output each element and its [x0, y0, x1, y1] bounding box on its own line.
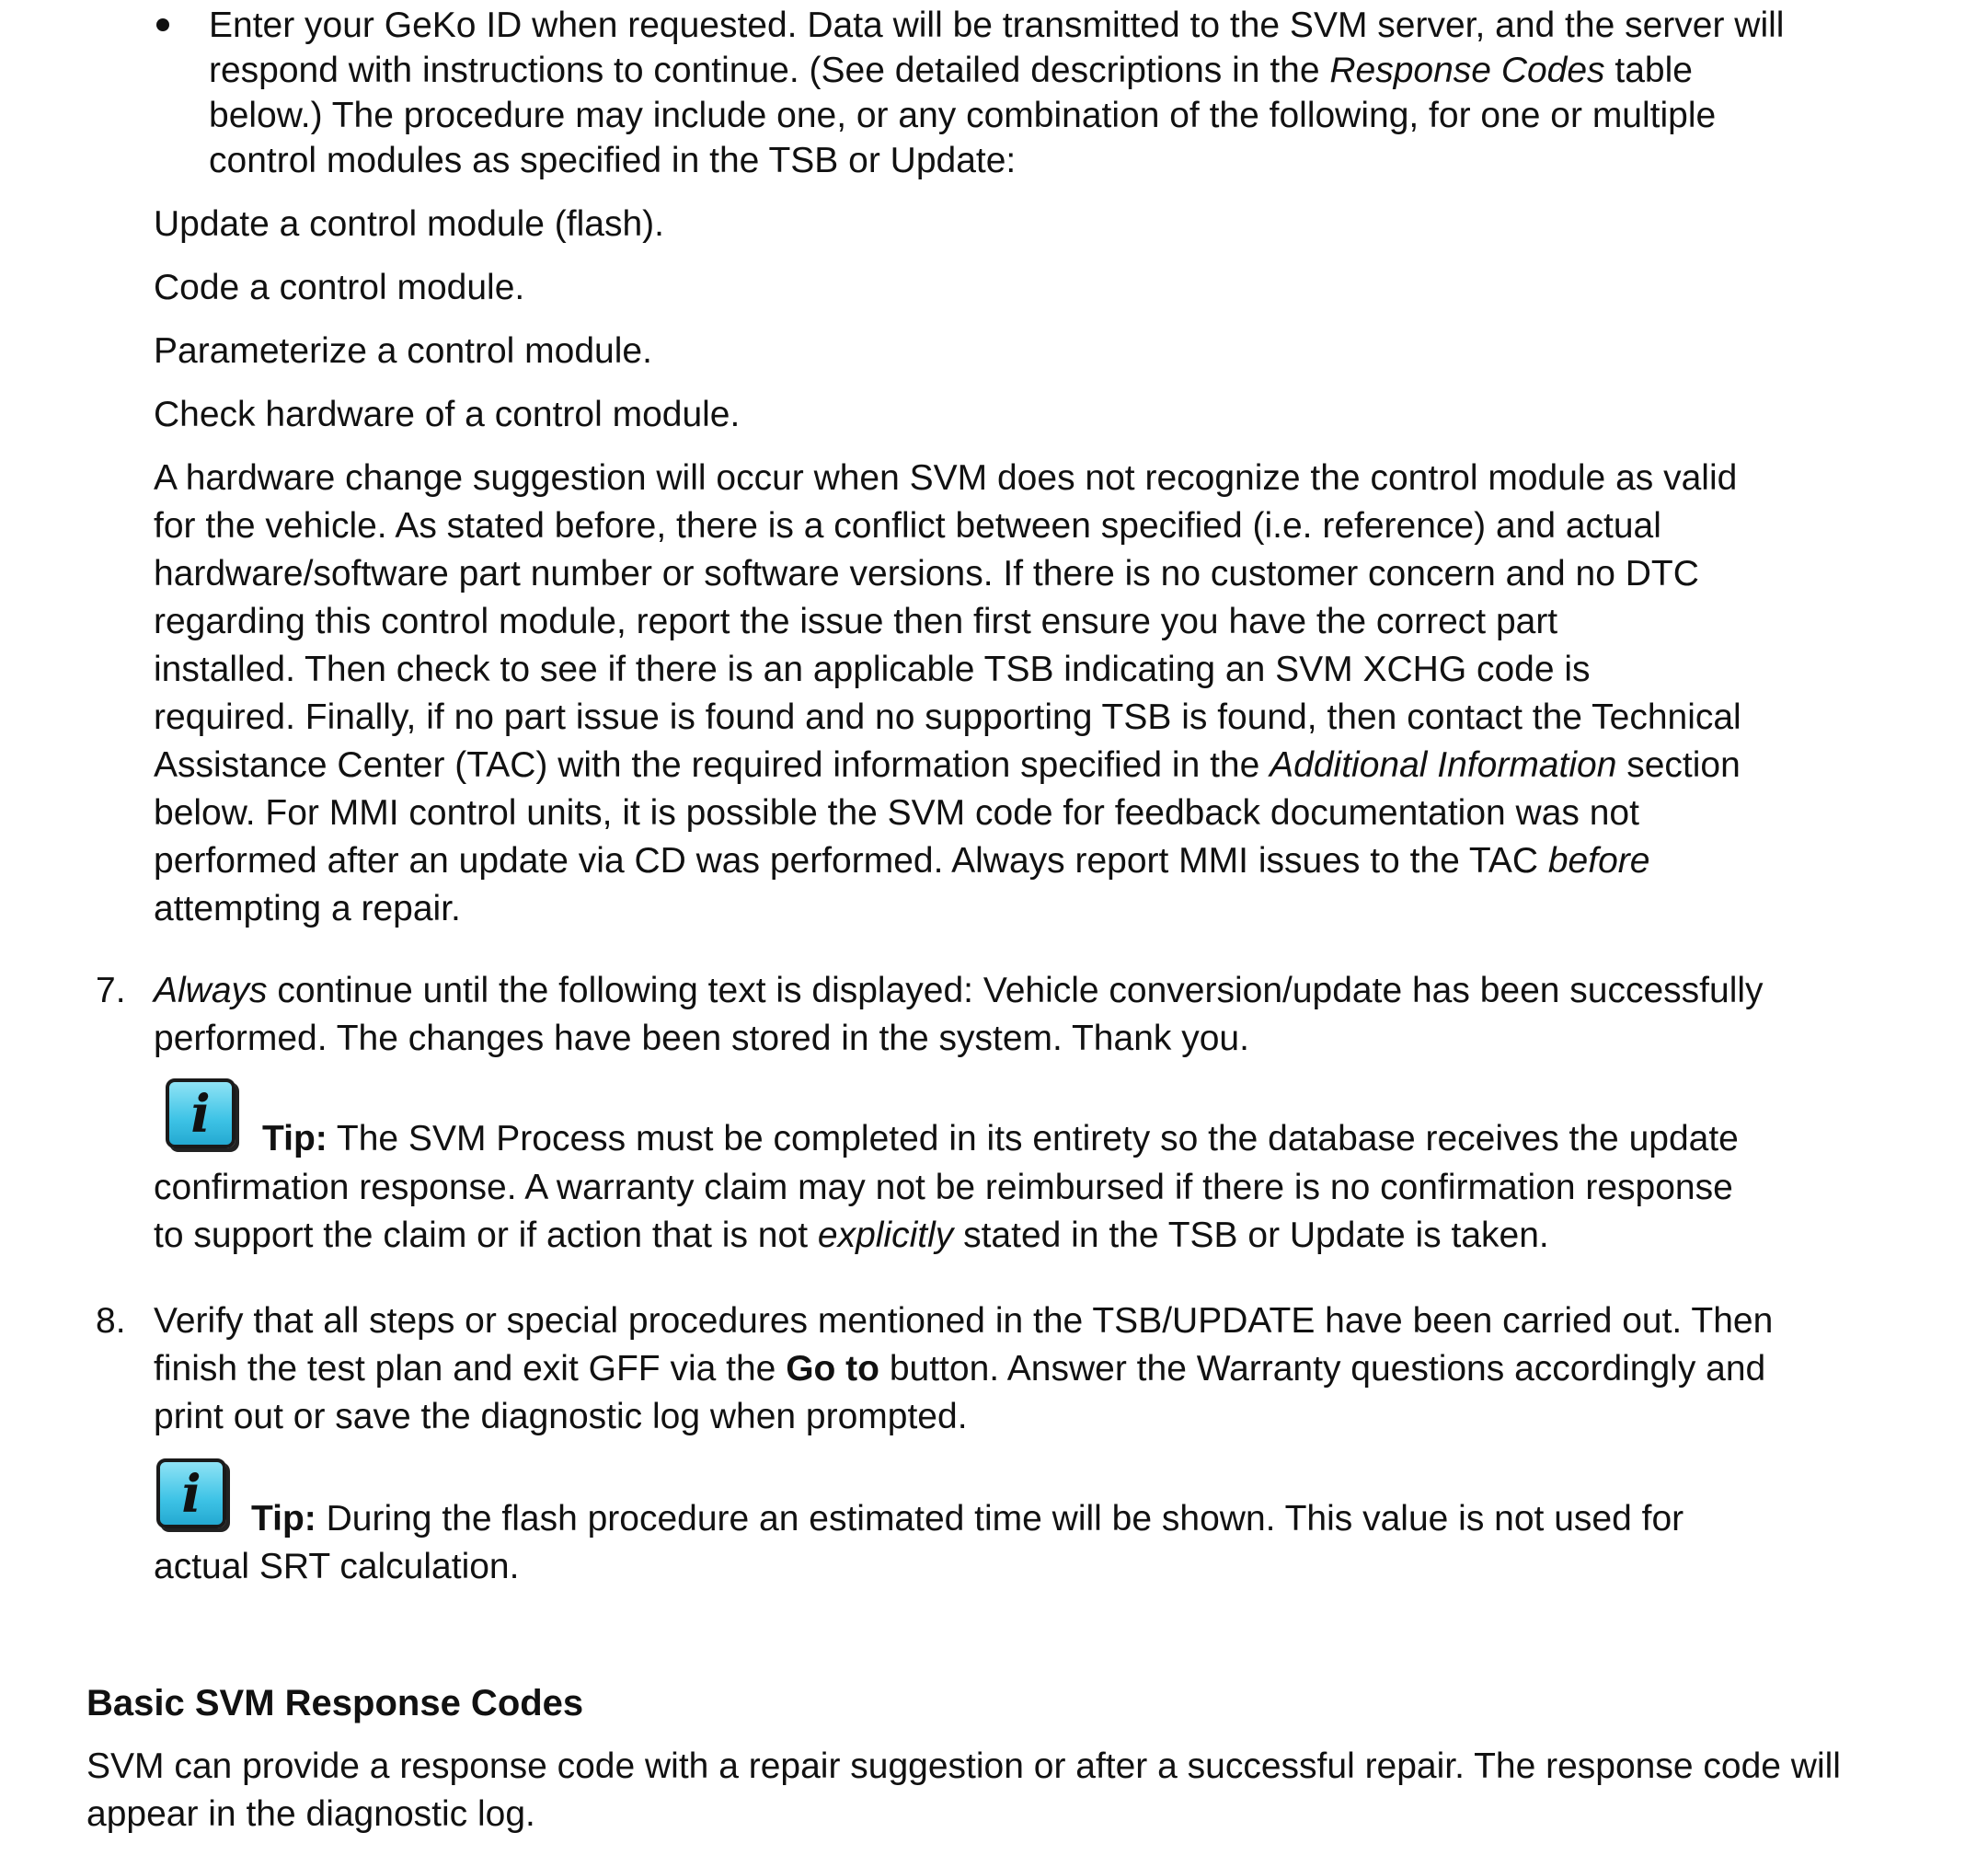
- hardware-line-3: hardware/software part number or software versions. If there is no customer concern and no DTC: [154, 554, 1699, 594]
- info-icon: [156, 1458, 226, 1528]
- info-glyph: i: [181, 1464, 201, 1525]
- bullet-line-3: below.) The procedure may include one, or any combination of the following, for one or multiple: [209, 96, 1717, 135]
- hardware-line-6: required. Finally, if no part issue is found and no supporting TSB is found, then contact the Technical: [154, 697, 1741, 737]
- step-7-line-1: [154, 967, 1764, 1015]
- text-run: Assistance Center (TAC) with the required information specified in the: [154, 745, 1270, 785]
- tip-1-line-1: [262, 1115, 1739, 1163]
- text-run: table: [1604, 51, 1693, 90]
- option-update: Update a control module (flash).: [154, 204, 664, 244]
- text-run: section: [1616, 745, 1741, 785]
- section-heading: Basic SVM Response Codes: [86, 1683, 584, 1723]
- hardware-line-1: A hardware change suggestion will occur when SVM does not recognize the control module as valid: [154, 458, 1738, 498]
- info-glyph: i: [190, 1084, 211, 1145]
- hardware-line-9: [154, 837, 1649, 885]
- text-run: stated in the TSB or Update is taken.: [953, 1216, 1549, 1255]
- tip-label: Tip:: [262, 1119, 328, 1158]
- emphasis-additional-information: Additional Information: [1270, 745, 1617, 785]
- tip-2-line-2: actual SRT calculation.: [154, 1547, 520, 1586]
- hardware-line-5: installed. Then check to see if there is an applicable TSB indicating an SVM XCHG code is: [154, 650, 1591, 689]
- text-run: The SVM Process must be completed in its entirety so the database receives the update: [327, 1119, 1739, 1158]
- step-8-line-1: Verify that all steps or special procedures mentioned in the TSB/UPDATE have been carried out. Then: [154, 1301, 1774, 1341]
- option-code: Code a control module.: [154, 268, 525, 307]
- step-8-line-2: [154, 1345, 1765, 1393]
- bullet-line-1: Enter your GeKo ID when requested. Data will be transmitted to the SVM server, and the server will: [209, 6, 1785, 45]
- text-run: continue until the following text is displayed: Vehicle conversion/update has been successfully: [267, 971, 1764, 1010]
- bullet-line-2: [209, 47, 1693, 95]
- text-run: finish the test plan and exit GFF via the: [154, 1349, 787, 1389]
- hardware-line-8: below. For MMI control units, it is possible the SVM code for feedback documentation was not: [154, 793, 1639, 833]
- tip-2-line-1: [251, 1495, 1683, 1543]
- section-line-2: appear in the diagnostic log.: [86, 1794, 535, 1834]
- hardware-line-7: [154, 742, 1741, 789]
- text-run: During the flash procedure an estimated time will be shown. This value is not used for: [316, 1499, 1684, 1539]
- option-check-hardware: Check hardware of a control module.: [154, 395, 741, 434]
- emphasis-explicitly: explicitly: [817, 1216, 954, 1255]
- bullet-marker: [156, 18, 169, 31]
- tip-label: Tip:: [251, 1499, 316, 1539]
- text-run: to support the claim or if action that is not: [154, 1216, 818, 1255]
- step-7-line-2: performed. The changes have been stored in the system. Thank you.: [154, 1019, 1249, 1058]
- emphasis-always: Always: [154, 971, 268, 1010]
- option-parameterize: Parameterize a control module.: [154, 331, 652, 371]
- emphasis-before: before: [1547, 841, 1650, 881]
- step-number: 8.: [96, 1301, 126, 1341]
- hardware-line-10: attempting a repair.: [154, 889, 461, 928]
- section-line-1: SVM can provide a response code with a repair suggestion or after a successful repair. The response code will: [86, 1746, 1841, 1786]
- text-run: performed after an update via CD was performed. Always report MMI issues to the TAC: [154, 841, 1548, 881]
- emphasis-response-codes: Response Codes: [1329, 51, 1605, 90]
- text-run: respond with instructions to continue. (See detailed descriptions in the: [209, 51, 1330, 90]
- step-8-line-3: print out or save the diagnostic log when prompted.: [154, 1397, 968, 1436]
- tip-1-line-2: confirmation response. A warranty claim may not be reimbursed if there is no confirmation response: [154, 1168, 1733, 1207]
- hardware-line-2: for the vehicle. As stated before, there is a conflict between specified (i.e. reference) and actual: [154, 506, 1661, 546]
- go-to-button-reference: Go to: [786, 1349, 879, 1389]
- info-icon: [166, 1078, 236, 1148]
- hardware-line-4: regarding this control module, report the issue then first ensure you have the correct part: [154, 602, 1558, 641]
- bullet-line-4: control modules as specified in the TSB or Update:: [209, 141, 1017, 180]
- tip-1-line-3: [154, 1212, 1549, 1260]
- step-number: 7.: [96, 971, 126, 1010]
- text-run: button. Answer the Warranty questions accordingly and: [879, 1349, 1766, 1389]
